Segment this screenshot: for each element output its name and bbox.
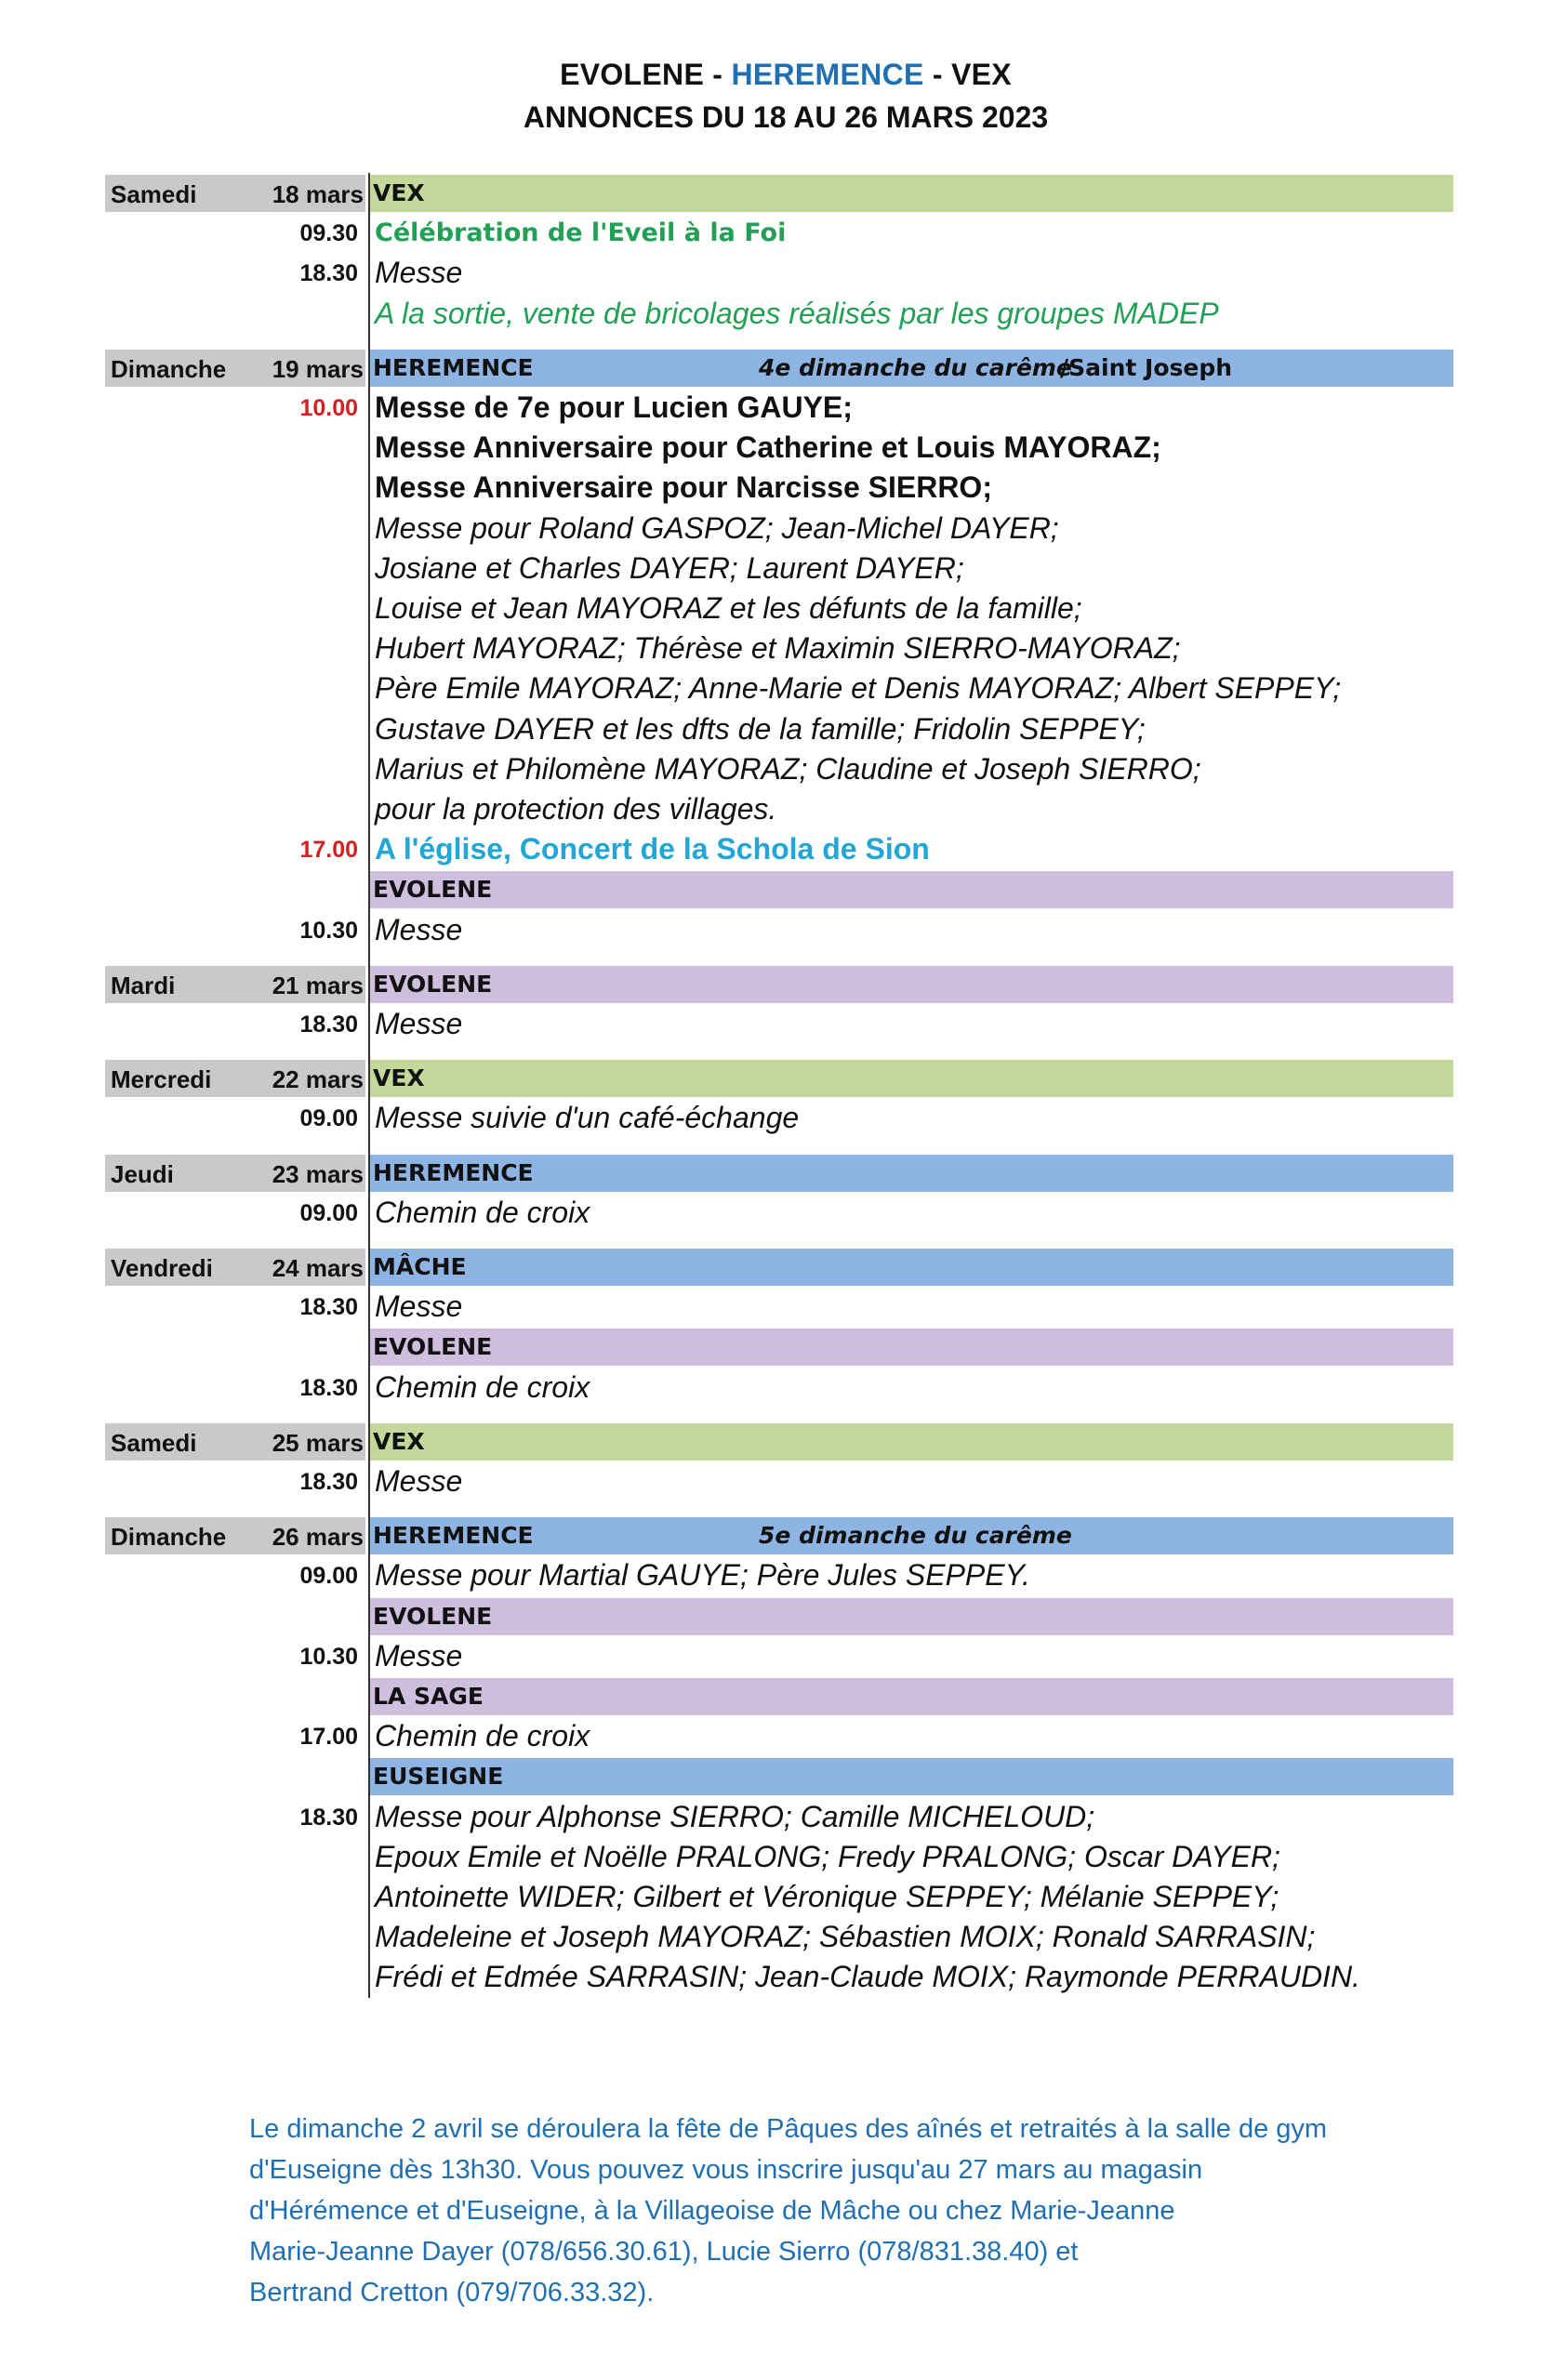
location-bar xyxy=(370,1598,1453,1635)
event-text: Gustave DAYER et les dfts de la famille; Fridolin SEPPEY; xyxy=(375,711,1146,746)
day-label: Samedi xyxy=(111,180,197,208)
location-row xyxy=(105,869,1453,909)
event-text: Messe suivie d'un café-échange xyxy=(375,1101,800,1135)
row-spacer xyxy=(105,1501,1453,1515)
event-row xyxy=(105,1287,1453,1327)
event-text: Chemin de croix xyxy=(375,1719,590,1753)
event-text: Chemin de croix xyxy=(375,1369,590,1404)
event-time: 09.30 xyxy=(299,220,358,247)
event-row xyxy=(105,1917,1453,1957)
day-header-row xyxy=(105,173,1453,213)
event-row xyxy=(105,1461,1453,1501)
event-row xyxy=(105,549,1453,588)
event-time: 09.00 xyxy=(299,1105,358,1132)
day-label: Dimanche xyxy=(111,1523,227,1552)
event-row xyxy=(105,213,1453,253)
event-row xyxy=(105,789,1453,829)
event-row xyxy=(105,428,1453,468)
event-text: Madeleine et Joseph MAYORAZ; Sébastien MOIX; Ronald SARRASIN; xyxy=(375,1920,1316,1954)
event-time: 18.30 xyxy=(299,1012,358,1038)
date-label: 25 mars xyxy=(272,1428,364,1457)
document-title xyxy=(0,58,1551,92)
date-label: 21 mars xyxy=(272,971,364,999)
event-text: Messe xyxy=(375,1289,463,1324)
event-row xyxy=(105,388,1453,428)
event-row xyxy=(105,253,1453,293)
event-time: 18.30 xyxy=(299,260,358,287)
location-row xyxy=(105,1756,1453,1796)
event-row xyxy=(105,1098,1453,1138)
day-label: Jeudi xyxy=(111,1159,174,1188)
event-row xyxy=(105,709,1453,749)
location-bar xyxy=(370,1423,1453,1461)
location-bar xyxy=(370,1249,1453,1286)
day-label: Vendredi xyxy=(111,1254,213,1282)
event-text: Josiane et Charles DAYER; Laurent DAYER; xyxy=(375,550,964,585)
row-spacer xyxy=(105,334,1453,348)
day-header-row xyxy=(105,1247,1453,1287)
location-label: EVOLENE xyxy=(373,876,493,904)
row-spacer xyxy=(105,1408,1453,1421)
location-label: HEREMENCE xyxy=(373,1522,534,1550)
row-spacer xyxy=(105,1139,1453,1153)
location-label: LA SAGE xyxy=(373,1683,484,1710)
event-time: 17.00 xyxy=(299,837,358,864)
row-spacer xyxy=(105,950,1453,964)
event-row xyxy=(105,668,1453,708)
event-text: Messe Anniversaire pour Catherine et Louis MAYORAZ; xyxy=(375,430,1161,465)
event-row xyxy=(105,1797,1453,1837)
event-time: 10.30 xyxy=(299,917,358,944)
location-label: VEX xyxy=(373,1427,425,1455)
location-row xyxy=(105,1327,1453,1367)
event-row xyxy=(105,1877,1453,1917)
location-bar xyxy=(370,966,1453,1003)
location-label: HEREMENCE xyxy=(373,353,534,381)
event-row xyxy=(105,1636,1453,1676)
day-header-row xyxy=(105,1058,1453,1098)
event-row xyxy=(105,1004,1453,1044)
event-text: pour la protection des villages. xyxy=(375,792,777,826)
day-header-row xyxy=(105,1421,1453,1461)
location-label: EUSEIGNE xyxy=(373,1763,504,1791)
location-label: HEREMENCE xyxy=(373,1158,534,1186)
location-bar xyxy=(370,871,1453,908)
event-row xyxy=(105,829,1453,869)
event-text: Messe xyxy=(375,1007,463,1040)
event-text: Epoux Emile et Noëlle PRALONG; Fredy PRALONG; Oscar DAYER; xyxy=(375,1839,1280,1873)
title-separator: - xyxy=(704,58,732,91)
event-text: A l'église, Concert de la Schola de Sion xyxy=(375,832,930,866)
feast-note: /Saint Joseph xyxy=(1060,353,1233,381)
location-label: VEX xyxy=(373,179,425,206)
location-label: MÂCHE xyxy=(373,1253,467,1280)
day-label: Mardi xyxy=(111,971,176,999)
location-row xyxy=(105,1676,1453,1716)
title-evolene: EVOLENE xyxy=(560,58,705,91)
day-label: Samedi xyxy=(111,1428,197,1457)
location-row xyxy=(105,1596,1453,1636)
date-label: 23 mars xyxy=(272,1159,364,1188)
event-time: 18.30 xyxy=(299,1804,358,1831)
footer-line: d'Hérémence et d'Euseigne, à la Villageoise de Mâche ou chez Marie-Jeanne xyxy=(249,2196,1175,2226)
day-header-row xyxy=(105,1153,1453,1193)
location-bar xyxy=(370,1758,1453,1795)
document-subtitle: ANNONCES DU 18 AU 26 MARS 2023 xyxy=(523,100,1049,134)
location-bar xyxy=(370,1060,1453,1097)
location-bar xyxy=(370,1329,1453,1366)
liturgical-note: 5e dimanche du carême xyxy=(759,1522,1072,1550)
event-text: Messe xyxy=(375,1464,463,1498)
event-row xyxy=(105,509,1453,549)
footer-line: Bertrand Cretton (079/706.33.32). xyxy=(249,2278,655,2307)
date-label: 26 mars xyxy=(272,1523,364,1552)
title-separator: - xyxy=(923,58,951,91)
title-vex: VEX xyxy=(950,58,1012,91)
event-text: Antoinette WIDER; Gilbert et Véronique SEPPEY; Mélanie SEPPEY; xyxy=(375,1880,1279,1913)
location-label: EVOLENE xyxy=(373,1333,493,1361)
footer-announcement xyxy=(249,2109,1458,2313)
event-text: Messe de 7e pour Lucien GAUYE; xyxy=(375,390,853,424)
date-label: 19 mars xyxy=(272,354,364,383)
event-text: Célébration de l'Eveil à la Foi xyxy=(375,218,787,248)
title-heremence: HEREMENCE xyxy=(731,58,924,91)
footer-line: d'Euseigne dès 13h30. Vous pouvez vous inscrire jusqu'au 27 mars au magasin xyxy=(249,2155,1203,2185)
event-text: Messe pour Martial GAUYE; Père Jules SEPPEY. xyxy=(375,1558,1030,1593)
event-time: 17.00 xyxy=(299,1724,358,1751)
event-text: Messe xyxy=(375,1638,463,1673)
day-header-row xyxy=(105,1515,1453,1555)
day-label: Mercredi xyxy=(111,1065,212,1094)
event-row xyxy=(105,1368,1453,1408)
date-label: 18 mars xyxy=(272,180,364,208)
event-time: 18.30 xyxy=(299,1374,358,1401)
event-text: Messe xyxy=(375,256,463,290)
event-row xyxy=(105,628,1453,668)
event-text: Messe Anniversaire pour Narcisse SIERRO; xyxy=(375,470,992,505)
event-time: 09.00 xyxy=(299,1563,358,1590)
event-text: Louise et Jean MAYORAZ et les défunts de la famille; xyxy=(375,591,1082,625)
event-row xyxy=(105,910,1453,950)
date-label: 24 mars xyxy=(272,1254,364,1282)
event-row xyxy=(105,588,1453,628)
location-label: EVOLENE xyxy=(373,1602,493,1630)
event-time: 09.00 xyxy=(299,1199,358,1226)
footer-line: Marie-Jeanne Dayer (078/656.30.61), Lucie Sierro (078/831.38.40) et xyxy=(249,2237,1079,2267)
liturgical-note: 4e dimanche du carême xyxy=(759,353,1072,381)
date-label: 22 mars xyxy=(272,1065,364,1094)
event-text: Messe xyxy=(375,912,463,946)
location-bar xyxy=(370,1678,1453,1715)
footer-line: Le dimanche 2 avril se déroulera la fête de Pâques des aînés et retraités à la salle de gym xyxy=(249,2114,1328,2144)
event-time: 18.30 xyxy=(299,1469,358,1495)
event-row xyxy=(105,749,1453,789)
day-header-row xyxy=(105,348,1453,388)
event-text: Frédi et Edmée SARRASIN; Jean-Claude MOIX; Raymonde PERRAUDIN. xyxy=(375,1960,1360,1994)
event-text: Marius et Philomène MAYORAZ; Claudine et Joseph SIERRO; xyxy=(375,751,1201,786)
row-spacer xyxy=(105,1044,1453,1058)
event-text: Chemin de croix xyxy=(375,1195,590,1229)
event-row xyxy=(105,1957,1453,1997)
event-row xyxy=(105,1555,1453,1595)
event-time: 10.30 xyxy=(299,1643,358,1670)
event-time: 10.00 xyxy=(299,395,358,421)
event-time: 18.30 xyxy=(299,1294,358,1321)
event-row xyxy=(105,294,1453,334)
event-text: Messe pour Alphonse SIERRO; Camille MICHELOUD; xyxy=(375,1799,1095,1833)
event-row xyxy=(105,468,1453,508)
event-row xyxy=(105,1837,1453,1877)
day-header-row xyxy=(105,964,1453,1004)
event-text: Père Emile MAYORAZ; Anne-Marie et Denis MAYORAZ; Albert SEPPEY; xyxy=(375,671,1342,706)
event-text: Hubert MAYORAZ; Thérèse et Maximin SIERRO-MAYORAZ; xyxy=(375,631,1181,666)
location-label: VEX xyxy=(373,1064,425,1092)
row-spacer xyxy=(105,1233,1453,1247)
event-text: Messe pour Roland GASPOZ; Jean-Michel DAYER; xyxy=(375,510,1059,545)
event-row xyxy=(105,1193,1453,1233)
day-label: Dimanche xyxy=(111,354,227,383)
location-bar xyxy=(370,175,1453,212)
event-text: A la sortie, vente de bricolages réalisés par les groupes MADEP xyxy=(375,296,1219,330)
location-label: EVOLENE xyxy=(373,970,493,998)
event-row xyxy=(105,1716,1453,1756)
